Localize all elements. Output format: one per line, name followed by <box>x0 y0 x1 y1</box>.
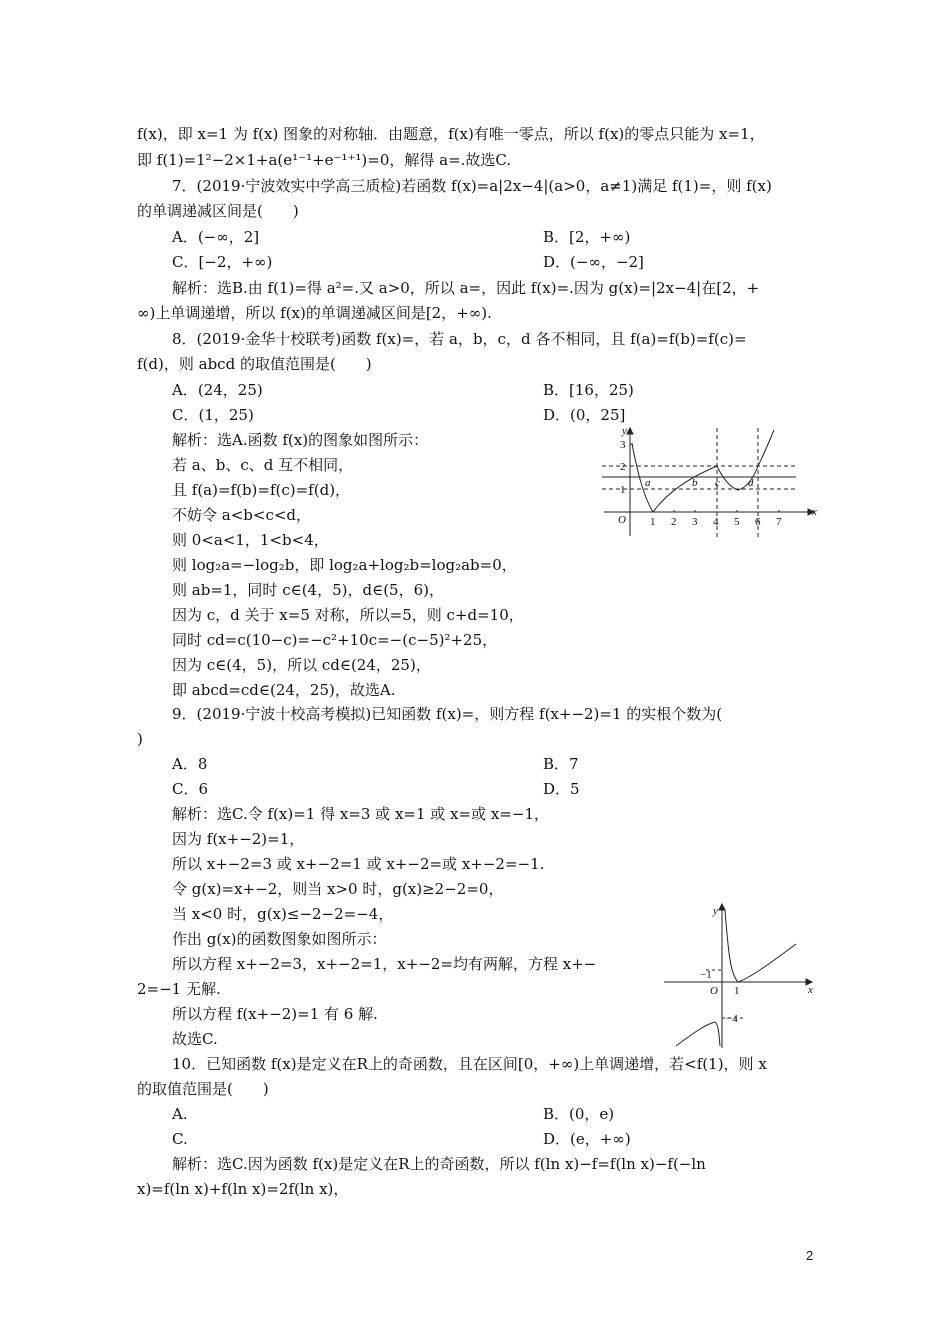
q9-stem-cont: ) <box>137 730 143 748</box>
q8-solution-line: 因为 c∈(4，5)，所以 cd∈(24，25)， <box>172 656 431 674</box>
x-axis-label: x <box>812 506 817 518</box>
q8-function-graph <box>596 424 822 540</box>
q7-option-c: C．[−2，+∞) <box>172 253 273 271</box>
y-axis-label: y <box>622 425 627 437</box>
q7-option-b: B．[2，+∞) <box>543 228 631 246</box>
left-branch <box>676 1022 720 1046</box>
q7-option-d: D．(−∞，−2] <box>543 253 644 271</box>
x-tick-label: 1 <box>650 516 656 528</box>
y-tick-label: 1 <box>620 484 626 496</box>
q9-solution-line: 作出 g(x)的函数图象如图所示： <box>172 930 387 948</box>
q9-solution-line: 所以 x+−2=3 或 x+−2=1 或 x+−2=或 x+−2=−1. <box>172 855 545 873</box>
q10-option-b: B．(0，e) <box>543 1105 615 1123</box>
point-c-label: c <box>715 477 720 489</box>
q10-option-c: C. <box>172 1130 188 1148</box>
q8-solution-line: 同时 cd=c(10−c)=−c²+10c=−(c−5)²+25， <box>172 631 498 649</box>
x-tick-label: 2 <box>671 516 677 528</box>
origin-label: O <box>618 514 626 526</box>
q8-solution-line: 则 log₂a=−log₂b，即 log₂a+log₂b=log₂ab=0， <box>172 556 517 574</box>
y-axis-arrow <box>719 904 725 910</box>
x-tick-label: 6 <box>755 516 761 528</box>
q8-option-b: B．[16，25) <box>543 381 634 399</box>
y-axis-label: y <box>713 905 718 917</box>
q9-solution-line: 故选C. <box>172 1030 218 1048</box>
q10-solution-line: x)=f(ln x)+f(ln x)=2f(ln x)， <box>137 1180 349 1198</box>
q8-option-a: A．(24，25) <box>172 381 263 399</box>
q9-solution-line: 当 x<0 时，g(x)≤−2−2=−4， <box>172 905 394 923</box>
q10-option-d: D．(e，+∞) <box>543 1130 631 1148</box>
q9-solution-line: 所以方程 x+−2=3，x+−2=1，x+−2=均有两解，方程 x+− <box>172 955 597 973</box>
q8-stem-cont: f(d)，则 abcd 的取值范围是( ) <box>137 355 372 373</box>
x-tick-label: 1 <box>734 985 740 997</box>
q9-solution-line: 所以方程 f(x+−2)=1 有 6 解. <box>172 1005 378 1023</box>
y-tick-label: 3 <box>620 439 626 451</box>
q8-solution-line: 且 f(a)=f(b)=f(c)=f(d)， <box>172 481 351 499</box>
q8-solution-line: 则 ab=1，同时 c∈(4，5)，d∈(5，6)， <box>172 581 444 599</box>
point-d-label: d <box>748 477 754 489</box>
q9-function-graph <box>662 898 818 1050</box>
point-b-label: b <box>692 477 698 489</box>
q10-option-a: A. <box>172 1105 188 1123</box>
q9-solution-line: 2=−1 无解. <box>137 980 221 998</box>
q8-solution-line: 解析：选A.函数 f(x)的图象如图所示： <box>172 431 429 449</box>
text-line-1: f(x)，即 x=1 为 f(x) 图象的对称轴．由题意，f(x)有唯一零点，所以 f(x)的零点只能为 x=1， <box>137 125 765 143</box>
right-branch <box>725 910 796 982</box>
point-a-label: a <box>645 477 651 489</box>
y-axis-arrow <box>627 428 633 434</box>
q9-option-d: D．5 <box>543 780 580 798</box>
q9-stem: 9．(2019·宁波十校高考模拟)已知函数 f(x)=，则方程 f(x+−2)=1 的实根个数为( <box>172 705 723 723</box>
x-tick-label: 7 <box>776 516 782 528</box>
q8-solution-line: 即 abcd=cd∈(24，25)，故选A. <box>172 681 396 699</box>
q8-solution-line: 因为 c，d 关于 x=5 对称，所以=5，则 c+d=10， <box>172 606 524 624</box>
q7-solution: 解析：选B.由 f(1)=得 a²=.又 a>0，所以 a=，因此 f(x)=.因为 g(x)=|2x−4|在[2，+ <box>172 279 760 297</box>
y-tick-label: 2 <box>620 461 626 473</box>
x-axis-label: x <box>808 984 813 996</box>
q10-stem-cont: 的取值范围是( ) <box>137 1080 269 1098</box>
q8-option-d: D．(0，25] <box>543 406 626 424</box>
x-tick-label: 3 <box>692 516 698 528</box>
x-tick-label: 5 <box>734 516 740 528</box>
q10-stem: 10．已知函数 f(x)是定义在R上的奇函数，且在区间[0，+∞)上单调递增，若<f(1)，则 x <box>172 1055 767 1073</box>
q7-stem: 7．(2019·宁波效实中学高三质检)若函数 f(x)=a|2x−4|(a>0，a≠1)满足 f(1)=，则 f(x) <box>172 177 772 195</box>
q10-solution-line: 解析：选C.因为函数 f(x)是定义在R上的奇函数，所以 f(ln x)−f=f(ln x)−f(−ln <box>172 1155 706 1173</box>
neg-one-label: −1 <box>700 969 712 981</box>
q8-solution-line: 若 a、b、c、d 互不相同， <box>172 456 354 474</box>
rising-branch <box>758 430 774 466</box>
text-line-2: 即 f(1)=1²−2×1+a(e¹⁻¹+e⁻¹⁺¹)=0，解得 a=.故选C. <box>137 151 512 169</box>
q9-solution-line: 令 g(x)=x+−2，则当 x>0 时，g(x)≥2−2=0， <box>172 880 504 898</box>
q7-solution-cont: ∞)上单调递增，所以 f(x)的单调递减区间是[2，+∞). <box>137 304 492 322</box>
q8-option-c: C．(1，25) <box>172 406 254 424</box>
q8-stem: 8．(2019·金华十校联考)函数 f(x)=，若 a，b，c，d 各不相同，且 f(a)=f(b)=f(c)= <box>172 330 747 348</box>
neg-four-label: −4 <box>726 1013 738 1025</box>
q8-solution-line: 则 0<a<1，1<b<4， <box>172 531 329 549</box>
q8-solution-line: 不妨令 a<b<c<d， <box>172 506 312 524</box>
q9-solution-line: 解析：选C.令 f(x)=1 得 x=3 或 x=1 或 x=或 x=−1， <box>172 805 549 823</box>
x-tick-label: 4 <box>713 516 719 528</box>
origin-label: O <box>710 985 718 997</box>
q9-option-c: C．6 <box>172 780 209 798</box>
q9-option-b: B．7 <box>543 755 579 773</box>
q7-stem-cont: 的单调递减区间是( ) <box>137 202 299 220</box>
page-number: 2 <box>806 1248 814 1263</box>
q9-option-a: A．8 <box>172 755 208 773</box>
q9-solution-line: 因为 f(x+−2)=1， <box>172 830 305 848</box>
q7-option-a: A．(−∞，2] <box>172 228 260 246</box>
